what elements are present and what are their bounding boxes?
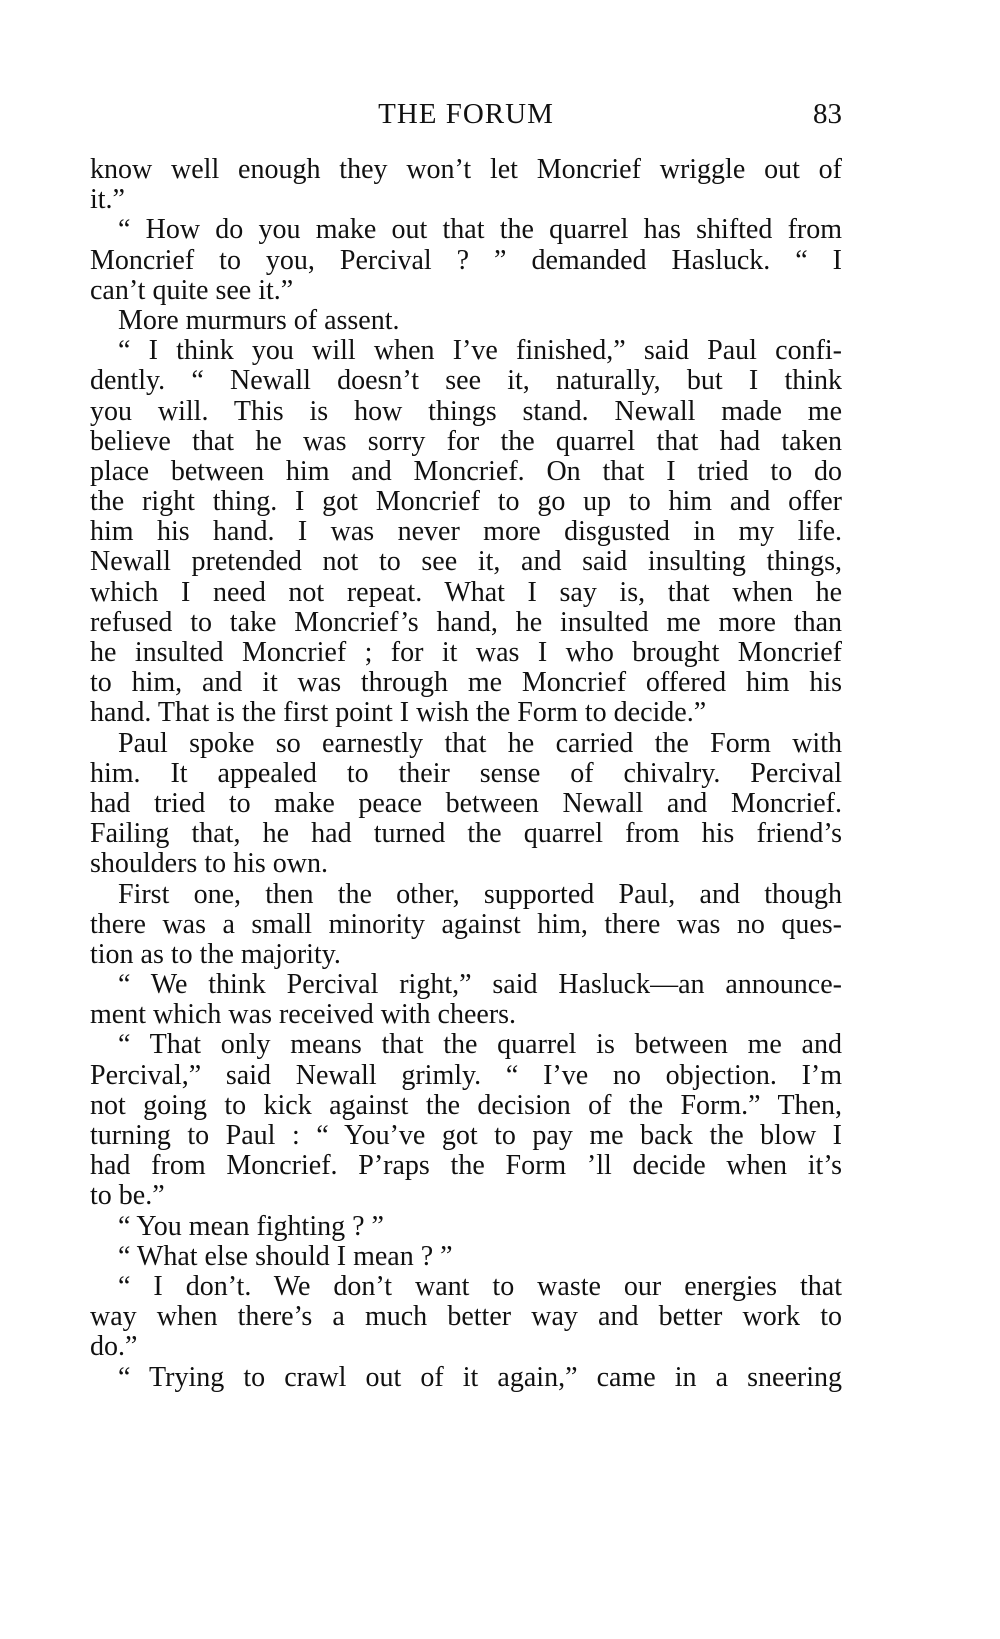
- text-line: “ Trying to crawl out of it again,” came in a sneering: [118, 1362, 842, 1393]
- text-line: ment which was received with cheers.: [90, 1000, 517, 1031]
- text-line: “ We think Percival right,” said Hasluck—an announce-: [118, 970, 842, 1001]
- text-line: it.”: [90, 185, 125, 216]
- text-line: refused to take Moncrief’s hand, he insulted me more than: [90, 607, 842, 638]
- text-line: hand. That is the first point I wish the Form to decide.”: [90, 698, 707, 729]
- text-line: the right thing. I got Moncrief to go up to him and offer: [90, 487, 842, 518]
- text-line: Moncrief to you, Percival ? ” demanded Hasluck. “ I: [90, 245, 842, 276]
- text-line: “ I don’t. We don’t want to waste our energies that: [118, 1271, 842, 1302]
- text-line: had from Moncrief. P’raps the Form ’ll decide when it’s: [90, 1151, 842, 1182]
- text-line: Percival,” said Newall grimly. “ I’ve no objection. I’m: [90, 1060, 842, 1091]
- text-line: Failing that, he had turned the quarrel from his friend’s: [90, 819, 842, 850]
- text-line: “ What else should I mean ? ”: [118, 1241, 453, 1272]
- text-line: know well enough they won’t let Moncrief wriggle out of: [90, 155, 842, 185]
- text-line: had tried to make peace between Newall and Moncrief.: [90, 788, 842, 819]
- text-line: “ That only means that the quarrel is between me and: [118, 1030, 842, 1061]
- text-line: he insulted Moncrief ; for it was I who brought Moncrief: [90, 638, 842, 668]
- text-line: Paul spoke so earnestly that he carried the Form with: [118, 728, 842, 759]
- text-line: “ You mean fighting ? ”: [118, 1211, 384, 1242]
- text-line: believe that he was sorry for the quarrel that had taken: [90, 426, 842, 457]
- text-line: Newall pretended not to see it, and said insulting things,: [90, 547, 842, 578]
- page-number: 83: [813, 98, 842, 130]
- text-line: place between him and Moncrief. On that I tried to do: [90, 456, 842, 487]
- text-line: to him, and it was through me Moncrief offered him his: [90, 668, 842, 699]
- text-line: shoulders to his own.: [90, 849, 328, 880]
- text-line: First one, then the other, supported Paul, and though: [118, 879, 842, 910]
- running-title: THE FORUM: [378, 98, 554, 130]
- text-line: you will. This is how things stand. Newall made me: [90, 396, 842, 427]
- page-header: [90, 98, 842, 138]
- text-line: to be.”: [90, 1181, 165, 1212]
- text-line: “ I think you will when I’ve finished,” said Paul confi-: [118, 336, 842, 367]
- text-line: not going to kick against the decision of the Form.” Then,: [90, 1090, 842, 1121]
- text-line: “ How do you make out that the quarrel has shifted from: [118, 215, 842, 246]
- text-line: there was a small minority against him, there was no ques-: [90, 909, 842, 940]
- text-line: turning to Paul : “ You’ve got to pay me back the blow I: [90, 1121, 842, 1151]
- body-text: [90, 155, 842, 1393]
- text-line: More murmurs of assent.: [118, 305, 400, 336]
- text-line: which I need not repeat. What I say is, that when he: [90, 577, 842, 608]
- text-line: way when there’s a much better way and better work to: [90, 1302, 842, 1333]
- text-line: him. It appealed to their sense of chivalry. Percival: [90, 758, 842, 789]
- text-line: him his hand. I was never more disgusted in my life.: [90, 517, 842, 548]
- text-line: tion as to the majority.: [90, 939, 341, 970]
- text-line: dently. “ Newall doesn’t see it, naturally, but I think: [90, 366, 842, 397]
- text-line: do.”: [90, 1332, 138, 1363]
- text-line: can’t quite see it.”: [90, 275, 294, 306]
